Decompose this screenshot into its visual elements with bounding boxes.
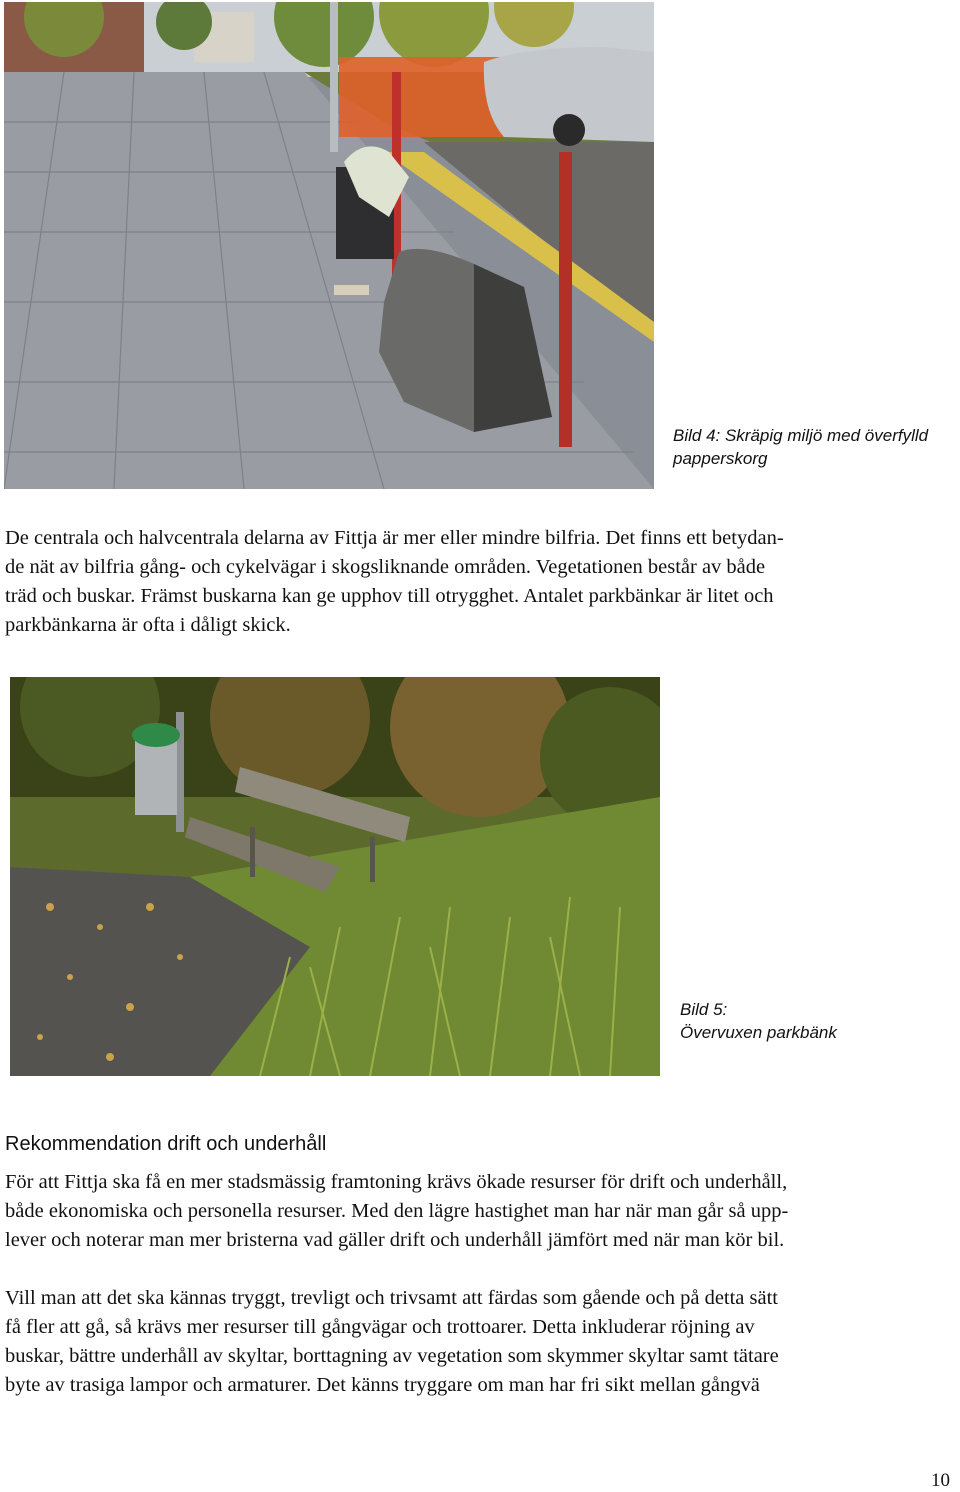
paragraph-line: byte av trasiga lampor och armaturer. Det känns tryggare om man har fri sikt mellan gångvä [5,1374,760,1396]
photo-overgrown-bench [10,677,660,1076]
figure-4-caption [673,424,928,470]
paragraph-line: De centrala och halvcentrala delarna av Fittja är mer eller mindre bilfria. Det finns ett betydan- [5,527,784,549]
paragraph-line: Vill man att det ska kännas tryggt, trevligt och trivsamt att färdas som gående och på detta sätt [5,1287,778,1309]
figure-5-caption-line2: Övervuxen parkbänk [680,1023,837,1042]
section-heading: Rekommendation drift och underhåll [5,1133,327,1155]
figure-4-caption-line2: papperskorg [673,449,768,468]
photo-littered-street [4,2,654,489]
paragraph-line: de nät av bilfria gång- och cykelvägar i skogsliknande områden. Vegetationen består av både [5,556,766,578]
paragraph-line: lever och noterar man mer bristerna vad gäller drift och underhåll jämfört med när man kör bil. [5,1229,785,1251]
paragraph-line: parkbänkarna är ofta i dåligt skick. [5,614,291,636]
figure-5-caption [680,998,837,1044]
paragraph-line: buskar, bättre underhåll av skyltar, borttagning av vegetation som skymmer skyltar samt tätare [5,1345,779,1367]
paragraph-walkways [5,1284,955,1400]
figure-5-caption-line1: Bild 5: [680,1000,728,1019]
paragraph-line: få fler att gå, så krävs mer resurser till gångvägar och trottoarer. Detta inkluderar röjning av [5,1316,755,1338]
paragraph-line: träd och buskar. Främst buskarna kan ge upphov till otrygghet. Antalet parkbänkar är litet och [5,585,774,607]
paragraph-line: För att Fittja ska få en mer stadsmässig framtoning krävs ökade resurser för drift och underhåll, [5,1171,788,1193]
figure-4-caption-line1: Bild 4: Skräpig miljö med överfylld [673,426,929,445]
paragraph-maintenance-resources [5,1168,955,1255]
paragraph-car-free-areas [5,524,955,640]
paragraph-line: både ekonomiska och personella resurser. Med den lägre hastighet man har när man går så upp- [5,1200,789,1222]
page-number: 10 [931,1470,950,1491]
